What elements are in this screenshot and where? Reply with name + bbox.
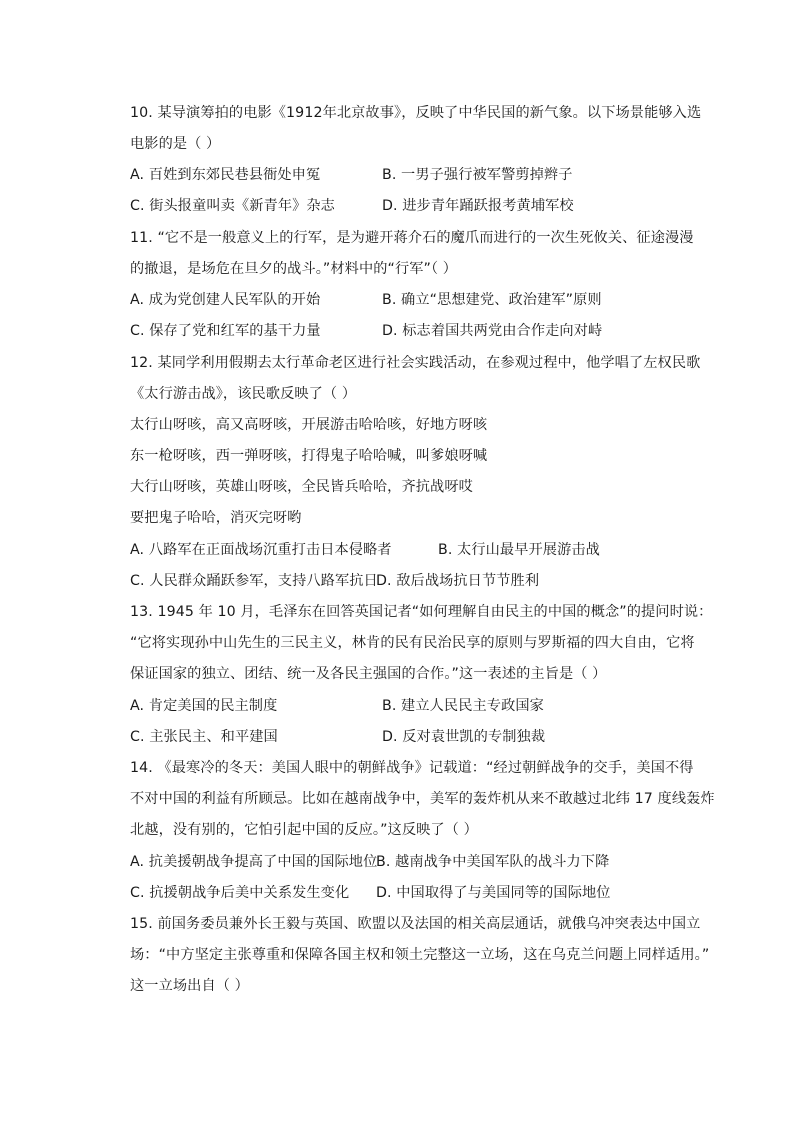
question-14-stem: 14. 《最寒冷的冬天：美国人眼中的朝鲜战争》记载道：“经过朝鲜战争的交手，美国不得 — [130, 760, 694, 776]
question-11-option-b: B. 确立“思想建党、政治建军”原则 — [382, 292, 602, 308]
question-13-stem-cont-1: “它将实现孙中山先生的三民主义，林肯的民有民治民享的原则与罗斯福的四大自由，它将 — [130, 635, 695, 651]
question-10-option-c: C. 街头报童叫卖《新青年》杂志 — [130, 198, 335, 214]
question-14-option-c: C. 抗援朝战争后美中关系发生变化 — [130, 885, 350, 901]
question-14-option-a: A. 抗美援朝战争提高了中国的国际地位 — [130, 854, 378, 870]
question-14-option-d: D. 中国取得了与美国同等的国际地位 — [376, 885, 611, 901]
question-12-option-c: C. 人民群众踊跃参军，支持八路军抗日 — [130, 573, 378, 589]
question-10-stem-cont: 电影的是（ ） — [130, 136, 221, 152]
question-12-option-b: B. 太行山最早开展游击战 — [438, 542, 600, 558]
question-13-stem: 13. 1945 年 10 月，毛泽东在回答英国记者“如何理解自由民主的中国的概念”的提问时说： — [130, 604, 713, 620]
question-11-stem: 11. “它不是一般意义上的行军，是为避开蒋介石的魔爪而进行的一次生死攸关、征途漫漫 — [130, 230, 694, 246]
question-11-option-d: D. 标志着国共两党由合作走向对峙 — [382, 323, 603, 339]
question-13-option-d: D. 反对袁世凯的专制独裁 — [382, 729, 546, 745]
folk-song-line-1: 太行山呀咳，高又高呀咳，开展游击哈哈咳，好地方呀咳 — [130, 417, 488, 433]
question-12-option-d: D. 敌后战场抗日节节胜利 — [376, 573, 540, 589]
question-10-option-b: B. 一男子强行被军警剪掉辫子 — [382, 167, 573, 183]
question-12-stem: 12. 某同学利用假期去太行革命老区进行社会实践活动，在参观过程中，他学唱了左权民歌 — [130, 355, 701, 371]
question-10-option-a: A. 百姓到东郊民巷县衙处申冤 — [130, 167, 321, 183]
question-12-option-a: A. 八路军在正面战场沉重打击日本侵略者 — [130, 542, 392, 558]
question-13-option-b: B. 建立人民民主专政国家 — [382, 698, 544, 714]
question-15-stem: 15. 前国务委员兼外长王毅与英国、欧盟以及法国的相关高层通话，就俄乌冲突表达中国立 — [130, 916, 701, 932]
question-13-stem-cont-2: 保证国家的独立、团结、统一及各民主强国的合作。”这一表述的主旨是（ ） — [130, 666, 607, 682]
question-11-option-a: A. 成为党创建人民军队的开始 — [130, 292, 321, 308]
folk-song-line-2: 东一枪呀咳，西一弹呀咳，打得鬼子哈哈喊，叫爹娘呀喊 — [130, 448, 488, 464]
question-10-stem: 10. 某导演筹拍的电影《1912年北京故事》，反映了中华民国的新气象。以下场景能够入选 — [130, 105, 702, 121]
question-14-stem-cont-1: 不对中国的利益有所顾忌。比如在越南战争中，美军的轰炸机从来不敢越过北纬 17 度线轰炸 — [130, 791, 715, 807]
question-12-stem-cont: 《太行游击战》，该民歌反映了（ ） — [130, 386, 357, 402]
question-14-stem-cont-2: 北越，没有别的，它怕引起中国的反应。”这反映了（ ） — [130, 822, 478, 838]
question-13-option-a: A. 肯定美国的民主制度 — [130, 698, 278, 714]
folk-song-line-3: 大行山呀咳，英雄山呀咳，全民皆兵哈哈，齐抗战呀哎 — [130, 479, 473, 495]
question-11-stem-cont: 的撤退，是场危在旦夕的战斗。”材料中的“行军”（ ） — [130, 261, 458, 277]
question-11-option-c: C. 保存了党和红军的基干力量 — [130, 323, 321, 339]
folk-song-line-4: 要把鬼子哈哈，消灭完呀哟 — [130, 510, 302, 526]
question-15-stem-cont-1: 场：“中方坚定主张尊重和保障各国主权和领土完整这一立场，这在乌克兰问题上同样适用。” — [130, 947, 710, 963]
question-13-option-c: C. 主张民主、和平建国 — [130, 729, 278, 745]
question-14-option-b: B. 越南战争中美国军队的战斗力下降 — [376, 854, 610, 870]
question-10-option-d: D. 进步青年踊跃报考黄埔军校 — [382, 198, 574, 214]
question-15-stem-cont-2: 这一立场出自（ ） — [130, 978, 249, 994]
